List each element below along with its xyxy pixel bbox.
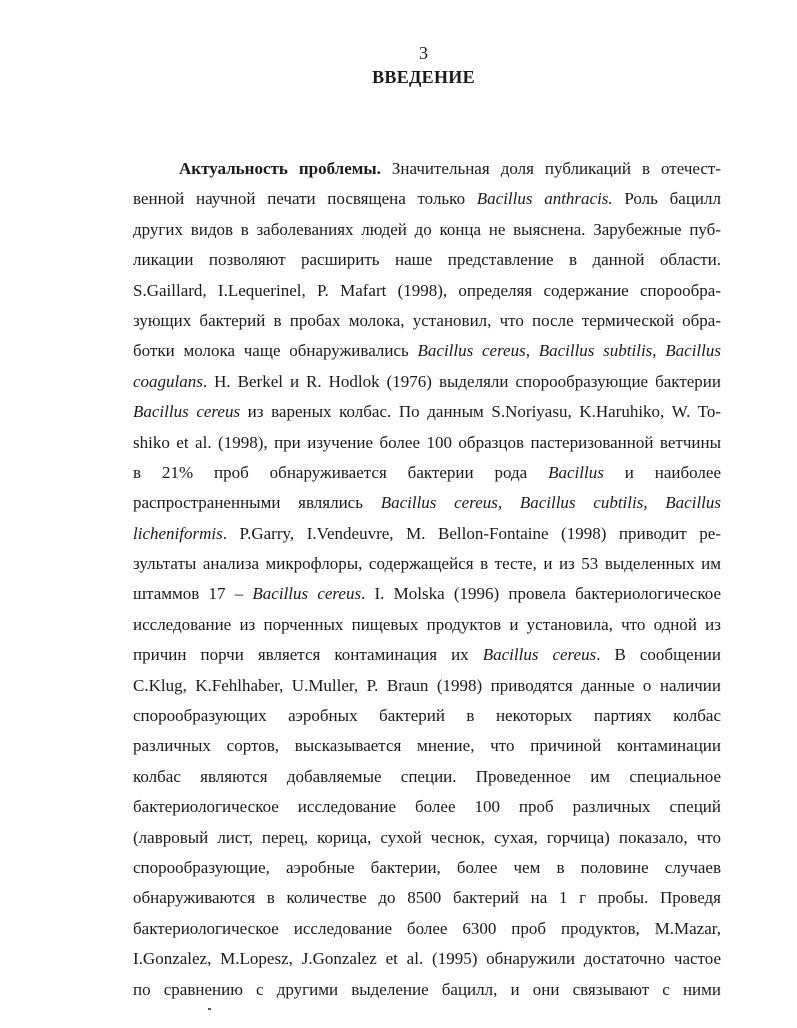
bold-run: Актуальность проблемы. xyxy=(179,159,381,178)
text-run: зультаты анализа микрофлоры, содержащейся в тесте, и из 53 выделенных им xyxy=(133,554,721,574)
text-run: . I. Molska (1996) провела бактериологическое xyxy=(361,584,721,604)
text-run: ликации позволяют расширить наше представление в данной области. xyxy=(133,250,721,270)
text-line xyxy=(133,701,721,731)
text-run: I.Gonzalez, M.Lopesz, J.Gonzalez et al. (1995) обнаружили достаточно частое xyxy=(133,949,721,969)
text-line xyxy=(133,184,721,214)
text-run: из вареных колбас. По данным S.Noriyasu, K.Haruhiko, W. To- xyxy=(240,402,721,422)
text-run: ботки молока чаще обнаруживались xyxy=(133,341,418,361)
text-line xyxy=(133,245,721,275)
text-line xyxy=(133,397,721,427)
text-run: C.Klug, K.Fehlhaber, U.Muller, P. Braun (1998) приводятся данные о наличии xyxy=(133,675,721,695)
text-line xyxy=(133,944,721,974)
text-line xyxy=(133,610,721,640)
text-run: . H. Berkel и R. Hodlok (1976) выделяли спорообразующие бактерии xyxy=(202,371,721,391)
text-run: в 21% проб обнаруживается бактерии рода xyxy=(133,462,549,482)
text-line xyxy=(133,823,721,853)
text-line xyxy=(133,975,721,1005)
text-line xyxy=(133,458,721,488)
text-run: других видов в заболеваниях людей до конца не выяснена. Зарубежные пуб- xyxy=(133,219,721,239)
text-run: различных сортов, высказывается мнение, что причиной контаминации xyxy=(133,736,721,756)
text-line xyxy=(133,428,721,458)
text-run: причин порчи является контаминация их xyxy=(133,645,483,665)
text-run: . P.Garry, I.Vendeuvre, M. Bellon-Fontaine (1998) приводит ре- xyxy=(222,523,721,543)
text-run: S.Gaillard, I.Lequerinel, P. Mafart (1998), определяя содержание спорообра- xyxy=(133,280,721,300)
italic-run: Bacillus xyxy=(548,462,604,482)
text-line xyxy=(133,549,721,579)
text-run: Роль бацилл xyxy=(612,189,721,209)
text-run: зующих бактерий в пробах молока, установил, что после термической обра- xyxy=(133,310,721,330)
italic-run: Bacillus cereus, Bacillus cubtilis, Bacillus xyxy=(380,493,721,513)
text-run: по сравнению с другими выделение бацилл, и они связывают с ними xyxy=(133,979,721,999)
text-line xyxy=(133,762,721,792)
text-run: спорообразующие, аэробные бактерии, более чем в половине случаев xyxy=(133,857,721,877)
italic-run: Bacillus cereus xyxy=(252,584,362,604)
text-line xyxy=(133,792,721,822)
page-number: 3 xyxy=(419,43,428,63)
text-line xyxy=(133,519,721,549)
text-line xyxy=(133,306,721,336)
text-run: и наиболее xyxy=(603,462,721,482)
body-paragraph xyxy=(133,154,721,1005)
text-run: спорообразующих аэробных бактерий в некоторых партиях колбас xyxy=(133,706,721,726)
text-run: бактериологическое исследование более 100 проб различных специй xyxy=(133,797,721,817)
text-line xyxy=(133,276,721,306)
text-line xyxy=(133,579,721,609)
text-run: (лавровый лист, перец, корица, сухой чеснок, сухая, горчица) показало, что xyxy=(133,827,721,847)
italic-run: Bacillus cereus xyxy=(482,645,597,665)
text-run: shiko et al. (1998), при изучение более 100 образцов пастеризованной ветчины xyxy=(133,432,721,452)
text-run: распространенными являлись xyxy=(133,493,381,513)
text-line xyxy=(133,154,721,184)
text-line xyxy=(133,731,721,761)
text-line xyxy=(133,853,721,883)
italic-run: Bacillus cereus, Bacillus subtilis, Bacillus xyxy=(417,341,721,361)
text-run: Значительная доля публикаций в отечест- xyxy=(380,159,721,178)
text-run: колбас являются добавляемые специи. Проведенное им специальное xyxy=(133,766,721,786)
text-line xyxy=(133,367,721,397)
text-line xyxy=(133,671,721,701)
text-line xyxy=(133,640,721,670)
scan-speck xyxy=(208,1008,211,1010)
text-run: обнаруживаются в количестве до 8500 бактерий на 1 г пробы. Проведя xyxy=(133,888,721,908)
text-line xyxy=(133,914,721,944)
text-run: бактериологическое исследование более 6300 проб продуктов, M.Mazar, xyxy=(133,918,721,938)
text-run: штаммов 17 – xyxy=(133,584,253,604)
italic-run: licheniformis xyxy=(133,523,223,543)
text-line xyxy=(133,883,721,913)
text-run: . В сообщении xyxy=(596,645,721,665)
text-run: венной научной печати посвящена только xyxy=(133,189,477,209)
italic-run: Bacillus anthracis. xyxy=(476,189,613,209)
section-heading: ВВЕДЕНИЕ xyxy=(372,67,475,87)
italic-run: Bacillus cereus xyxy=(133,402,241,422)
text-line xyxy=(133,215,721,245)
text-line xyxy=(133,488,721,518)
text-run: исследование из порченных пищевых продуктов и установила, что одной из xyxy=(133,614,721,634)
italic-run: coagulans xyxy=(133,371,203,391)
text-line xyxy=(133,336,721,366)
